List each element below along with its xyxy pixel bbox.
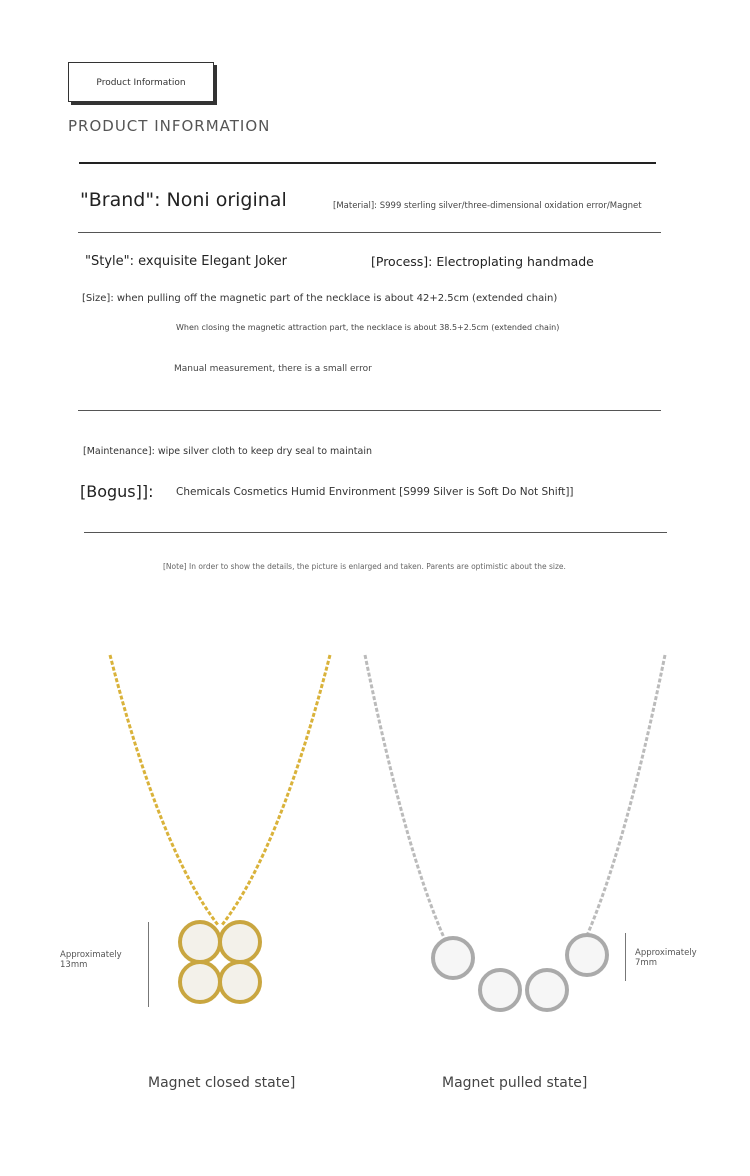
brand-spec: "Brand": Noni original	[80, 189, 287, 211]
closed-caption: Magnet closed state]	[148, 1075, 296, 1091]
pulled-caption: Magnet pulled state]	[442, 1075, 588, 1091]
gold-necklace-image	[100, 650, 340, 1030]
pulled-measure: Approximately 7mm	[635, 948, 697, 968]
note-text: [Note] In order to show the details, the picture is enlarged and taken. Parents are optimistic about the size.	[163, 562, 566, 571]
divider	[79, 162, 656, 164]
bogus-value: Chemicals Cosmetics Humid Environment [S999 Silver is Soft Do Not Shift]]	[176, 486, 574, 498]
size-note: Manual measurement, there is a small error	[174, 364, 372, 374]
divider	[78, 232, 661, 233]
size-closed-spec: When closing the magnetic attraction part, the necklace is about 38.5+2.5cm (extended chain)	[176, 323, 560, 332]
size-spec: [Size]: when pulling off the magnetic part of the necklace is about 42+2.5cm (extended chain)	[82, 293, 558, 304]
bogus-label: [Bogus]]:	[80, 482, 154, 501]
measure-bracket	[625, 933, 626, 981]
measure-bracket	[148, 922, 149, 1007]
material-spec: [Material]: S999 sterling silver/three-dimensional oxidation error/Magnet	[333, 201, 642, 211]
style-spec: "Style": exquisite Elegant Joker	[85, 254, 288, 269]
divider	[84, 532, 667, 533]
divider	[78, 410, 661, 411]
closed-measure: Approximately 13mm	[60, 950, 122, 970]
process-spec: [Process]: Electroplating handmade	[371, 254, 594, 269]
section-subtitle: PRODUCT INFORMATION	[68, 117, 271, 135]
silver-necklace-image	[355, 650, 675, 1030]
maintenance-spec: [Maintenance]: wipe silver cloth to keep dry seal to maintain	[83, 446, 372, 457]
product-information-tag: Product Information	[68, 62, 214, 102]
